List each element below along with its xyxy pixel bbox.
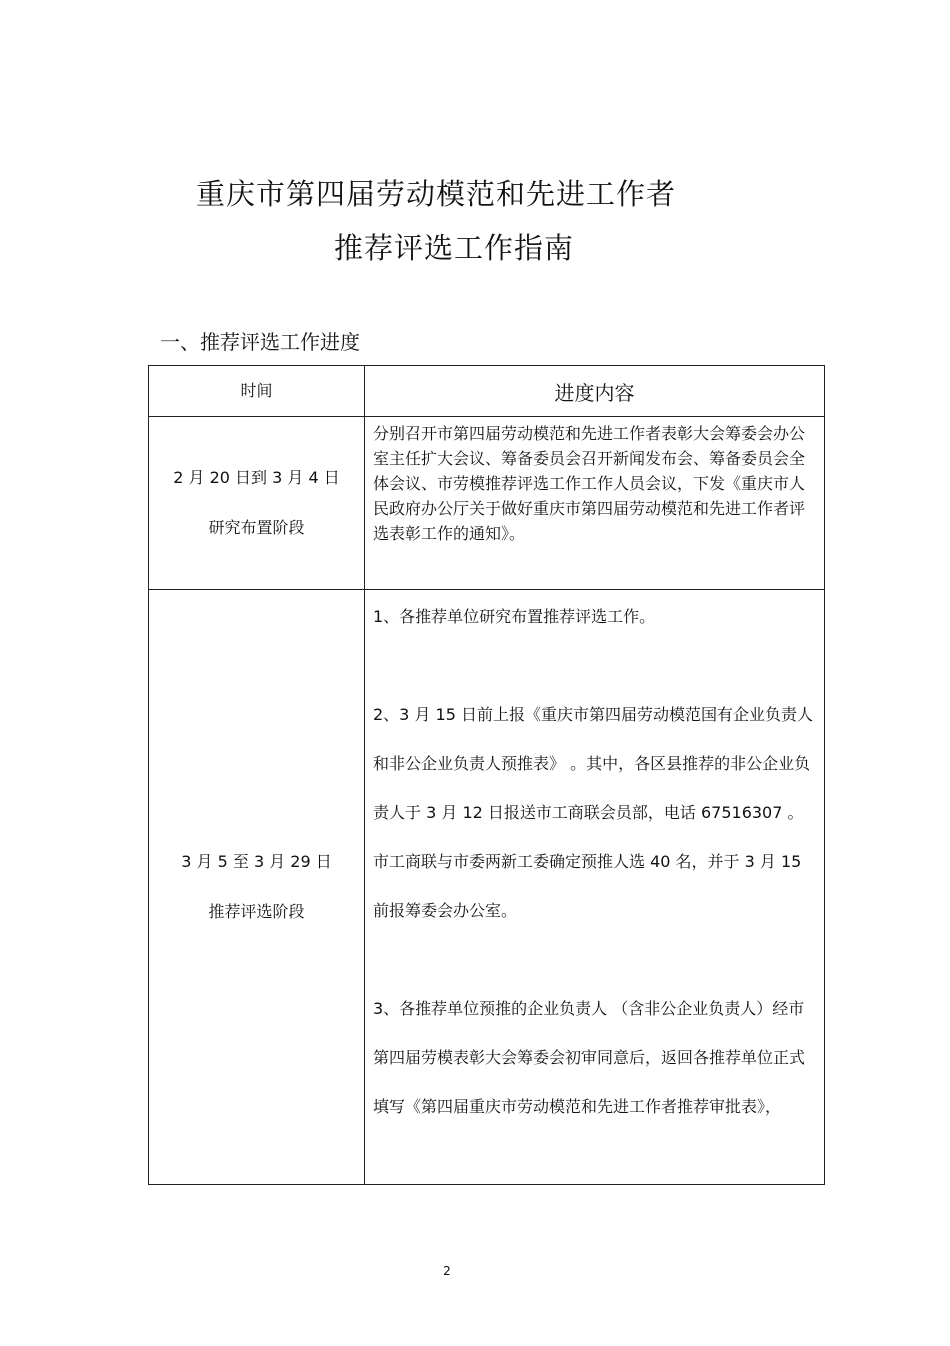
page-number: 2 <box>443 1264 451 1278</box>
time-cell <box>149 590 365 1185</box>
content-paragraph: 2、3 月 15 日前上报《重庆市第四届劳动模范国有企业负责人和非公企业负责人预推表》 。其中，各区县推荐的非公企业负责人于 3 月 12 日报送市工商联会员部，电话 67516307 。市工商联与市委两新工委确定预推人选 40 名，并于 3 月 15 前报筹委会办公室。 <box>373 705 813 920</box>
content-cell <box>365 590 825 1185</box>
document-title-line2: 推荐评选工作指南 <box>334 231 575 265</box>
stage-name: 研究布置阶段 <box>208 518 305 537</box>
schedule-table <box>148 365 825 1185</box>
table-header-row <box>149 366 825 417</box>
time-range: 2 月 20 日到 3 月 4 日 <box>173 468 340 487</box>
content-paragraph: 1、各推荐单位研究布置推荐评选工作。 <box>373 607 656 626</box>
time-cell <box>149 417 365 590</box>
content-cell <box>365 417 825 590</box>
section-heading: 一、推荐评选工作进度 <box>160 330 360 354</box>
table-row <box>149 417 825 590</box>
header-time: 时间 <box>149 366 365 417</box>
header-content: 进度内容 <box>365 366 825 417</box>
stage-name: 推荐评选阶段 <box>208 902 305 921</box>
document-title-line1: 重庆市第四届劳动模范和先进工作者 <box>196 177 677 211</box>
table-row <box>149 590 825 1185</box>
time-range: 3 月 5 至 3 月 29 日 <box>181 852 332 871</box>
content-paragraph: 3、各推荐单位预推的企业负责人 （含非公企业负责人）经市第四届劳模表彰大会筹委会初审同意后，返回各推荐单位正式填写《第四届重庆市劳动模范和先进工作者推荐审批表》， <box>373 999 806 1116</box>
content-paragraph: 分别召开市第四届劳动模范和先进工作者表彰大会筹委会办公室主任扩大会议、筹备委员会召开新闻发布会、筹备委员会全体会议、市劳模推荐评选工作工作人员会议，下发《重庆市人民政府办公厅关于做好重庆市第四届劳动模范和先进工作者评选表彰工作的通知》。 <box>373 424 806 543</box>
